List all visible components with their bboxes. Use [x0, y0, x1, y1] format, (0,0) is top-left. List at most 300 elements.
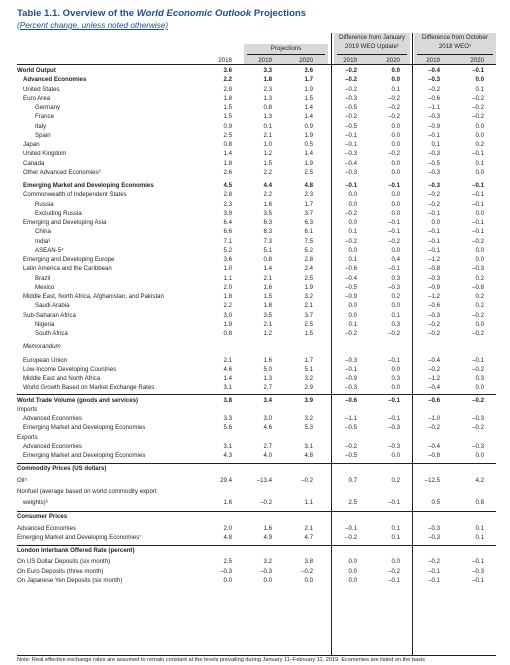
row-value: –1.2 — [428, 256, 440, 263]
row-value: 0.0 — [391, 141, 400, 148]
row-value: 1.6 — [263, 200, 272, 208]
row-value: 4.5 — [223, 182, 232, 189]
row-value: 3.3 — [223, 415, 232, 422]
table-row — [0, 546, 510, 555]
row-label: Nonfuel (average based on world commodity export — [17, 487, 157, 495]
table-row — [0, 301, 510, 310]
row-label: Memorandum — [23, 343, 61, 351]
row-label: Canada — [23, 159, 45, 167]
row-value: 1.5 — [223, 113, 232, 121]
row-value: 0.0 — [348, 302, 357, 310]
row-value: –0.3 — [388, 442, 400, 450]
row-value: 0.1 — [475, 85, 484, 93]
row-value: –0.1 — [388, 265, 400, 273]
row-value: 2.0 — [223, 283, 232, 291]
diff-oct-rule — [417, 54, 493, 55]
row-value: 4.8 — [304, 452, 313, 459]
row-value: 0.2 — [475, 302, 484, 310]
row-value: 1.5 — [263, 159, 272, 167]
row-value: 6.3 — [304, 219, 313, 226]
row-value: 4.3 — [223, 452, 232, 459]
table-row — [0, 140, 510, 149]
table-row — [0, 103, 510, 112]
row-value: 4.7 — [304, 533, 313, 541]
row-label: On Euro Deposits (three month) — [17, 567, 104, 575]
row-value: 0.3 — [391, 320, 400, 328]
table-row — [0, 274, 510, 283]
row-value: –0.6 — [345, 265, 357, 273]
row-value: –0.2 — [345, 533, 357, 541]
row-value: –0.3 — [428, 182, 440, 189]
row-value: 0.0 — [475, 256, 484, 263]
row-value: 1.9 — [304, 131, 313, 139]
table-row — [0, 476, 510, 485]
row-value: 0.3 — [391, 375, 400, 382]
table-row — [0, 320, 510, 329]
row-label: France — [35, 113, 54, 121]
row-value: 2.3 — [263, 85, 272, 93]
row-value: 0.0 — [475, 246, 484, 254]
section-rule — [17, 463, 496, 464]
row-value: –0.3 — [388, 424, 400, 432]
row-value: 0.1 — [348, 256, 357, 263]
row-value: 0.8 — [223, 141, 232, 148]
row-label: Japan — [23, 141, 40, 148]
row-value: –0.5 — [345, 283, 357, 291]
row-value: 1.6 — [263, 283, 272, 291]
section-rule — [17, 511, 496, 512]
row-value: 2.7 — [263, 384, 272, 392]
row-value: –0.1 — [345, 524, 357, 532]
row-value: 1.4 — [263, 265, 272, 273]
row-value: –0.2 — [388, 330, 400, 337]
row-value: 0.0 — [475, 122, 484, 130]
row-label: Emerging and Developing Asia — [23, 219, 107, 226]
row-value: 0.0 — [391, 302, 400, 310]
table-row — [0, 329, 510, 338]
row-value: 5.1 — [263, 246, 272, 254]
row-value: 3.2 — [304, 415, 313, 422]
row-value: 0.9 — [223, 122, 232, 130]
row-value: 29.4 — [220, 476, 232, 484]
table-row — [0, 557, 510, 566]
row-value: 3.2 — [263, 558, 272, 566]
table-row — [0, 576, 510, 585]
row-label: World Growth Based on Market Exchange Rates — [23, 384, 155, 392]
row-label: World Output — [17, 67, 56, 74]
row-label: Advanced Economies — [17, 524, 76, 532]
row-value: 0.2 — [475, 293, 484, 300]
table-row — [0, 181, 510, 190]
row-value: –0.3 — [345, 356, 357, 364]
table-row — [0, 442, 510, 451]
row-value: –0.5 — [345, 104, 357, 111]
table-row — [0, 356, 510, 365]
row-value: 2.5 — [223, 558, 232, 566]
row-value: 2.5 — [304, 168, 313, 176]
row-value: 1.3 — [263, 94, 272, 102]
row-value: –0.1 — [472, 182, 484, 189]
row-value: 3.8 — [304, 558, 313, 566]
row-value: –0.2 — [428, 191, 440, 199]
row-value: 1.9 — [304, 283, 313, 291]
row-value: 6.3 — [263, 228, 272, 236]
row-label: Advanced Economies — [23, 76, 87, 84]
row-value: 0.0 — [475, 452, 484, 459]
row-value: 2.9 — [223, 85, 232, 93]
row-value: –0.1 — [428, 567, 440, 575]
row-value: 0.1 — [391, 311, 400, 319]
row-value: –0.2 — [260, 499, 272, 506]
table-row — [0, 374, 510, 383]
row-label: World Trade Volume (goods and services) — [17, 396, 138, 404]
row-value: 7.5 — [304, 237, 313, 245]
row-label: Commonwealth of Independent States — [23, 191, 127, 199]
row-value: 1.9 — [223, 320, 232, 328]
row-label: Excluding Russia — [35, 209, 82, 217]
row-value: 0.0 — [391, 76, 400, 84]
row-value: 2.1 — [304, 524, 313, 532]
row-value: 1.7 — [304, 200, 313, 208]
row-value: 0.0 — [475, 384, 484, 392]
row-value: 1.5 — [304, 94, 313, 102]
table-row — [0, 405, 510, 414]
row-value: 0.3 — [391, 274, 400, 282]
row-value: 3.5 — [263, 209, 272, 217]
row-value: –0.4 — [428, 356, 440, 364]
row-value: 0.4 — [391, 256, 400, 263]
row-value: 0.0 — [391, 131, 400, 139]
row-value: 4.2 — [475, 476, 484, 484]
table-row — [0, 512, 510, 521]
row-value: –0.2 — [345, 442, 357, 450]
row-label: Emerging and Developing Europe — [23, 256, 115, 263]
row-value: –1.2 — [428, 375, 440, 382]
row-value: 1.8 — [223, 293, 232, 300]
table-row — [0, 414, 510, 423]
row-value: –0.1 — [472, 558, 484, 566]
row-value: –0.1 — [388, 228, 400, 236]
row-value: –0.1 — [388, 356, 400, 364]
row-value: 3.0 — [263, 415, 272, 422]
row-value: 1.0 — [223, 265, 232, 273]
row-value: 0.1 — [475, 533, 484, 541]
row-value: 0.0 — [304, 576, 313, 584]
row-value: –1.1 — [345, 415, 357, 422]
row-value: –0.2 — [345, 76, 357, 84]
row-value: –0.2 — [301, 567, 313, 575]
row-value: 4.6 — [223, 365, 232, 373]
row-label: Emerging Market and Developing Economies⁷ — [17, 533, 142, 541]
row-value: 0.1 — [391, 524, 400, 532]
section-rule — [17, 545, 496, 546]
row-label: United States — [23, 85, 60, 93]
row-value: –0.4 — [345, 159, 357, 167]
row-value: 3.7 — [304, 209, 313, 217]
row-value: 1.4 — [304, 104, 313, 111]
row-value: –0.2 — [472, 94, 484, 102]
row-label: Emerging Market and Developing Economies — [23, 424, 146, 432]
row-value: 0.0 — [223, 576, 232, 584]
table-row — [0, 365, 510, 374]
row-label: European Union — [23, 356, 68, 364]
row-value: 3.1 — [223, 384, 232, 392]
row-value: –0.2 — [388, 94, 400, 102]
row-value: 0.9 — [304, 122, 313, 130]
row-label: Latin America and the Caribbean — [23, 265, 112, 273]
row-value: 3.9 — [304, 396, 313, 404]
row-value: 0.8 — [263, 104, 272, 111]
row-value: 1.4 — [304, 150, 313, 158]
row-value: 1.1 — [304, 499, 313, 506]
year-header: 2019 — [343, 57, 357, 64]
row-value: –0.3 — [345, 384, 357, 392]
table-row — [0, 433, 510, 442]
row-value: –13.4 — [256, 476, 272, 484]
row-label: London Interbank Offered Rate (percent) — [17, 547, 135, 554]
row-value: –0.5 — [345, 122, 357, 130]
row-value: 0.0 — [391, 122, 400, 130]
row-value: –0.3 — [428, 168, 440, 176]
row-value: 2.1 — [304, 302, 313, 310]
row-value: –0.3 — [260, 567, 272, 575]
row-value: 0.2 — [391, 293, 400, 300]
row-value: –0.2 — [345, 113, 357, 121]
table-row — [0, 255, 510, 264]
row-label: Imports — [17, 405, 38, 413]
year-header: 2020 — [386, 57, 400, 64]
row-value: 2.4 — [304, 265, 313, 273]
row-label: Italy — [35, 122, 47, 130]
row-value: –0.1 — [428, 576, 440, 584]
row-value: 0.1 — [391, 533, 400, 541]
diff-oct-header-line2: 2018 WEO¹ — [438, 43, 472, 50]
row-value: –0.6 — [428, 302, 440, 310]
row-value: 2.9 — [304, 384, 313, 392]
table-row — [0, 283, 510, 292]
row-value: 2.5 — [304, 320, 313, 328]
row-value: 4.8 — [304, 182, 313, 189]
row-value: –0.3 — [428, 113, 440, 121]
table-row — [0, 524, 510, 533]
row-value: –0.1 — [388, 576, 400, 584]
row-value: 0.0 — [391, 558, 400, 566]
row-value: 5.3 — [304, 424, 313, 432]
year-header: 2019 — [426, 57, 440, 64]
row-value: –1.1 — [428, 104, 440, 111]
row-value: –0.2 — [472, 237, 484, 245]
row-value: 2.1 — [223, 356, 232, 364]
row-value: 0.0 — [348, 558, 357, 566]
row-value: 2.6 — [223, 168, 232, 176]
row-value: –0.1 — [388, 182, 400, 189]
row-value: –0.2 — [388, 237, 400, 245]
row-value: 1.3 — [263, 375, 272, 382]
row-value: 3.4 — [263, 396, 272, 404]
row-value: –0.2 — [345, 209, 357, 217]
row-value: 0.0 — [263, 576, 272, 584]
row-value: 0.0 — [431, 219, 440, 226]
table-row — [0, 75, 510, 84]
row-label: Consumer Prices — [17, 513, 68, 521]
row-value: 2.2 — [263, 191, 272, 199]
row-value: –0.1 — [345, 365, 357, 373]
row-value: 3.6 — [304, 67, 313, 74]
header-bottom-rule — [17, 64, 496, 65]
footnote: Note: Real effective exchange rates are assumed to remain constant at the levels prevailing during January 11–February 11, 2019. Economies are listed on the basis — [17, 657, 425, 663]
row-label: Oil⁵ — [17, 476, 27, 484]
row-value: 1.7 — [304, 76, 313, 84]
table-row — [0, 209, 510, 218]
row-value: 6.6 — [223, 228, 232, 236]
table-row — [0, 131, 510, 140]
row-value: –0.2 — [428, 320, 440, 328]
row-value: –0.2 — [428, 330, 440, 337]
row-value: –0.8 — [472, 283, 484, 291]
row-label: South Africa — [35, 330, 68, 337]
row-value: –0.1 — [345, 182, 357, 189]
row-value: 2.5 — [304, 274, 313, 282]
row-value: 3.6 — [223, 256, 232, 263]
row-value: 1.2 — [263, 150, 272, 158]
row-value: 0.0 — [348, 576, 357, 584]
row-label: Russia — [35, 200, 54, 208]
row-label: Euro Area — [23, 94, 51, 102]
row-value: 0.0 — [348, 311, 357, 319]
diff-jan-rule — [337, 54, 407, 55]
row-label: Advanced Economies — [23, 442, 82, 450]
row-label: Commodity Prices (US dollars) — [17, 465, 107, 473]
row-value: 0.0 — [348, 567, 357, 575]
row-value: 0.2 — [391, 476, 400, 484]
table-row — [0, 451, 510, 460]
row-value: 1.7 — [304, 356, 313, 364]
row-value: 3.9 — [223, 209, 232, 217]
row-value: 1.5 — [223, 104, 232, 111]
row-value: 1.6 — [223, 499, 232, 506]
row-value: 4.4 — [263, 182, 272, 189]
table-row — [0, 190, 510, 199]
year-header: 2020 — [470, 57, 484, 64]
row-value: 4.0 — [263, 452, 272, 459]
row-label: Saudi Arabia — [35, 302, 70, 310]
row-value: –0.3 — [472, 567, 484, 575]
table-row — [0, 149, 510, 158]
row-value: –0.1 — [472, 67, 484, 74]
row-value: 3.1 — [304, 442, 313, 450]
row-label: Spain — [35, 131, 51, 139]
row-value: –0.1 — [388, 499, 400, 506]
table-row — [0, 112, 510, 121]
row-value: 4.8 — [223, 533, 232, 541]
table-row — [0, 396, 510, 405]
row-label: Nigeria — [35, 320, 55, 328]
row-value: 0.5 — [431, 499, 440, 506]
table-row — [0, 85, 510, 94]
row-value: –0.2 — [472, 104, 484, 111]
table-row — [0, 237, 510, 246]
diff-jan-header-line2: 2019 WEO Update¹ — [345, 43, 399, 50]
row-value: –0.5 — [428, 159, 440, 167]
row-value: 5.6 — [223, 424, 232, 432]
row-value: –0.3 — [428, 274, 440, 282]
row-value: 0.2 — [475, 141, 484, 148]
row-value: –0.2 — [428, 85, 440, 93]
row-value: 5.1 — [304, 365, 313, 373]
row-value: 0.1 — [475, 524, 484, 532]
row-value: 1.2 — [263, 330, 272, 337]
row-value: 5.2 — [223, 246, 232, 254]
row-value: 0.8 — [223, 330, 232, 337]
row-value: –1.0 — [428, 415, 440, 422]
row-value: 1.8 — [263, 76, 272, 84]
row-value: 1.8 — [223, 159, 232, 167]
row-label: Advanced Economies — [23, 415, 82, 422]
table-row — [0, 200, 510, 209]
row-value: 0.0 — [391, 452, 400, 459]
row-value: 0.2 — [475, 274, 484, 282]
row-value: –0.3 — [428, 311, 440, 319]
row-value: 6.4 — [223, 219, 232, 226]
row-value: –0.8 — [428, 452, 440, 459]
table-row — [0, 292, 510, 301]
row-label: Middle East, North Africa, Afghanistan, and Pakistan — [23, 293, 164, 300]
row-label: Emerging Market and Developing Economies — [23, 182, 154, 189]
year-header: 2019 — [258, 57, 272, 64]
row-value: 4.6 — [263, 424, 272, 432]
row-value: 3.2 — [304, 375, 313, 382]
row-value: –0.2 — [472, 396, 484, 404]
row-value: –0.2 — [345, 85, 357, 93]
row-value: 3.5 — [263, 311, 272, 319]
row-value: –0.1 — [472, 576, 484, 584]
row-value: –12.5 — [424, 476, 440, 484]
table-row — [0, 311, 510, 320]
table-row — [0, 246, 510, 255]
year-header: 2020 — [299, 57, 313, 64]
row-value: –0.8 — [428, 265, 440, 273]
table-row — [0, 342, 510, 351]
row-label: Middle East and North Africa — [23, 375, 101, 382]
row-value: 0.0 — [348, 219, 357, 226]
row-value: 0.0 — [391, 168, 400, 176]
row-value: –0.1 — [428, 131, 440, 139]
table-row — [0, 567, 510, 576]
row-value: 1.9 — [304, 85, 313, 93]
row-value: –0.3 — [345, 168, 357, 176]
row-value: 6.1 — [304, 228, 313, 236]
row-label: On US Dollar Deposits (six month) — [17, 558, 111, 566]
row-value: 0.0 — [475, 320, 484, 328]
row-value: –0.9 — [428, 283, 440, 291]
row-value: 1.6 — [263, 356, 272, 364]
row-value: –0.1 — [428, 228, 440, 236]
row-value: 7.1 — [223, 237, 232, 245]
row-value: 1.6 — [263, 524, 272, 532]
row-value: –0.5 — [345, 424, 357, 432]
row-value: –0.1 — [388, 396, 400, 404]
row-label: China — [35, 228, 51, 236]
row-value: 1.4 — [223, 375, 232, 382]
row-value: –1.2 — [428, 293, 440, 300]
diff-oct-header-line1: Difference from October — [422, 34, 488, 41]
row-value: 5.2 — [304, 246, 313, 254]
table-row — [0, 218, 510, 227]
row-value: 0.0 — [391, 200, 400, 208]
row-value: –0.1 — [428, 246, 440, 254]
row-label: Mexico — [35, 283, 55, 291]
row-value: –0.2 — [345, 237, 357, 245]
